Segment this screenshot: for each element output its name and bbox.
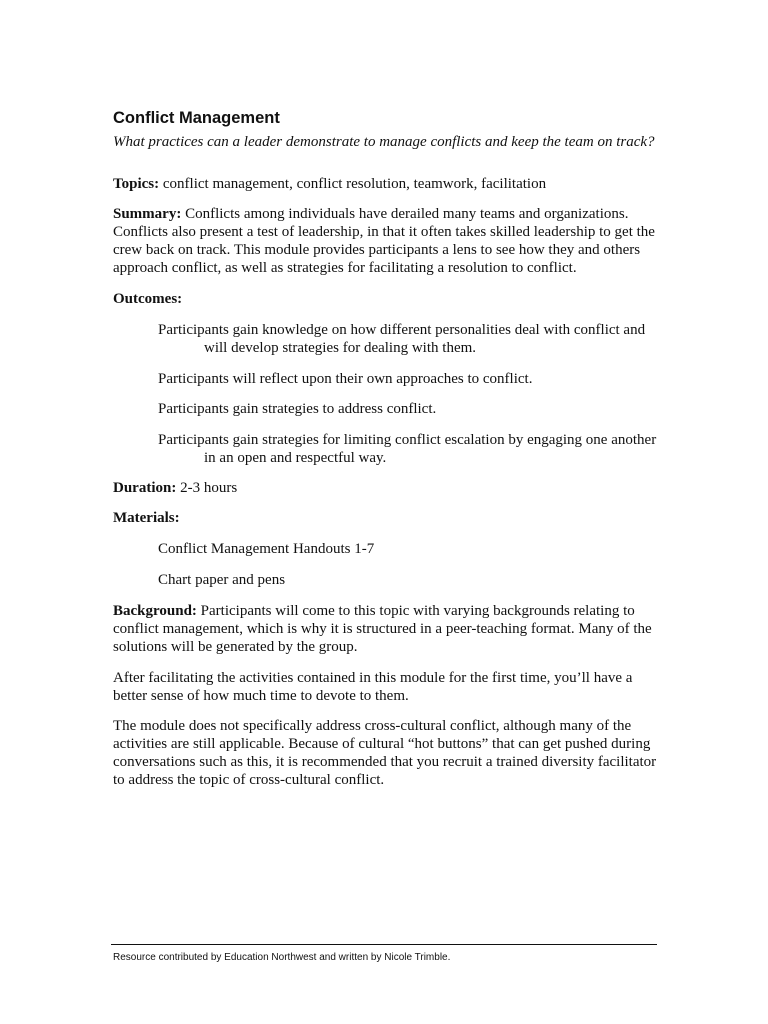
outcome-item: Participants gain knowledge on how different personalities deal with conflict and will develop strategies for dealing with them. (158, 321, 646, 356)
material-item: Chart paper and pens (158, 571, 286, 588)
summary-label: Summary: (113, 205, 182, 222)
outcome-item: Participants will reflect upon their own approaches to conflict. (158, 370, 533, 387)
topics-label: Topics: (113, 175, 160, 192)
footer-divider (111, 944, 657, 945)
background-label: Background: (113, 602, 197, 619)
outcomes-label: Outcomes: (113, 290, 183, 307)
topics-text: conflict management, conflict resolution, teamwork, facilitation (162, 175, 547, 192)
outcome-item: Participants gain strategies for limiting conflict escalation by engaging one another in an open and respectful way. (158, 431, 657, 466)
background-paragraph-3: The module does not specifically address cross-cultural conflict, although many of the activities are still applicable. Because of cultural “hot buttons” that can get pushed during conversations such as this, it is recommended that you recruit a trained diversity facilitator to address the topic of cross-cultural conflict. (113, 717, 657, 788)
duration-text: 2-3 hours (180, 479, 238, 496)
page-title: Conflict Management (113, 109, 280, 127)
background-paragraph-2: After facilitating the activities contained in this module for the first time, you’ll have a better sense of how much time to devote to them. (113, 669, 633, 704)
document-page (113, 107, 658, 789)
footer-credit: Resource contributed by Education Northwest and written by Nicole Trimble. (113, 952, 451, 963)
summary-text: Conflicts among individuals have derailed many teams and organizations. Conflicts also present a test of leadership, in that it often takes skilled leadership to get the crew back on track. This module provides participants a lens to see how they and others approach conflict, as well as strategies for facilitating a resolution to conflict. (113, 205, 655, 276)
material-item: Conflict Management Handouts 1-7 (158, 540, 375, 557)
background-text: Participants will come to this topic with varying backgrounds relating to conflict management, which is why it is structured in a peer-teaching format. Many of the solutions will be generated by the group. (113, 602, 652, 655)
topics-paragraph (113, 175, 658, 193)
outcome-item: Participants gain strategies to address conflict. (158, 400, 437, 417)
duration-label: Duration: (113, 479, 177, 496)
background-paragraph (113, 602, 658, 656)
page-subtitle: What practices can a leader demonstrate to manage conflicts and keep the team on track? (113, 134, 655, 150)
summary-paragraph (113, 205, 658, 277)
materials-label: Materials: (113, 509, 180, 526)
duration-paragraph (113, 479, 658, 497)
